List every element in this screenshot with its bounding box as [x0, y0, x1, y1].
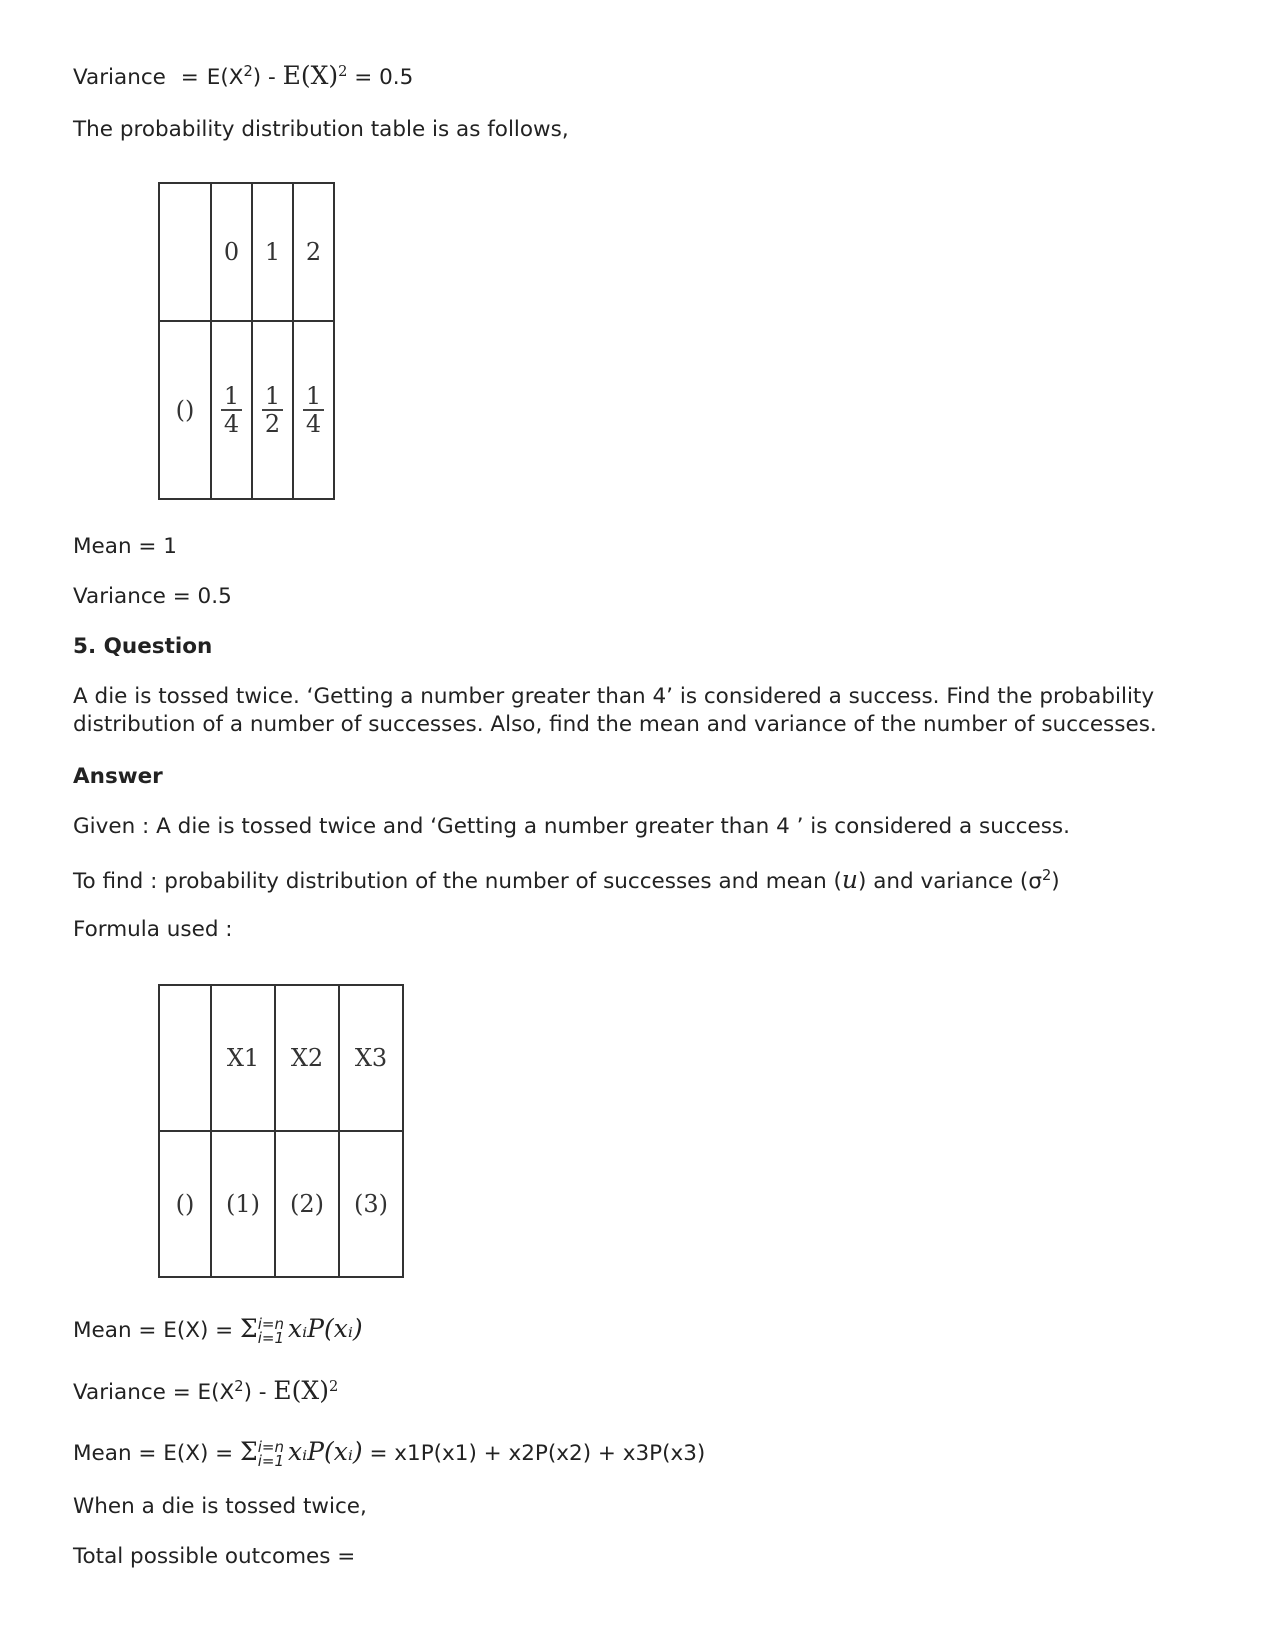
die-twice-text: When a die is tossed twice, [73, 1494, 367, 1519]
mean-result: Mean = 1 [73, 534, 177, 559]
x-value: 0 [211, 183, 252, 321]
variance-result: Variance = 0.5 [73, 584, 232, 609]
mean-expanded: Mean = E(X) = Σ i=n i=1 xᵢP(xᵢ) = x1P(x1) + x2P(x2) + x3P(x3) [73, 1437, 706, 1470]
x-value: X3 [339, 985, 403, 1131]
mean-formula: Mean = E(X) = Σ i=n i=1 xᵢP(xᵢ) [73, 1314, 363, 1347]
probability-cell: (2) [275, 1131, 339, 1277]
variance-formula: Variance = $E(X^2) - E(X)^2$ [73, 1376, 339, 1405]
intro-text: The probability distribution table is as follows, [73, 117, 569, 142]
x-value: X1 [211, 985, 275, 1131]
probability-cell: $\frac{1}{4}$ [211, 321, 252, 499]
total-outcomes-text: Total possible outcomes = [73, 1544, 356, 1569]
x-value: X2 [275, 985, 339, 1131]
x-value: 1 [252, 183, 293, 321]
probability-cell: (1) [211, 1131, 275, 1277]
probability-table-2 [158, 984, 404, 1278]
variance-formula-line: Variance = $E(X^2) - E(X)^2 = 0.5$ [73, 61, 414, 90]
given-text: Given : A die is tossed twice and ‘Getting a number greater than 4 ’ is considered a success. [73, 814, 1070, 839]
formula-used-label: Formula used : [73, 917, 233, 942]
to-find-text: To find : probability distribution of the number of successes and mean (u) and variance $(\sigma^2)$ [73, 865, 1060, 894]
probability-cell: $\frac{1}{4}$ [293, 321, 334, 499]
probability-table-1 [158, 182, 335, 500]
x-value: 2 [293, 183, 334, 321]
question-text: A die is tossed twice. ‘Getting a number greater than 4’ is considered a success. Find the probability distribution of a number of successes. Also, find the mean and variance of the number of successes. [73, 684, 1157, 737]
row-label: () [159, 1131, 211, 1277]
question-heading: 5. Question [73, 634, 213, 659]
probability-cell: (3) [339, 1131, 403, 1277]
row-label: () [159, 321, 211, 499]
variance-label: Variance [73, 65, 166, 90]
answer-heading: Answer [73, 764, 163, 789]
probability-cell: $\frac{1}{2}$ [252, 321, 293, 499]
